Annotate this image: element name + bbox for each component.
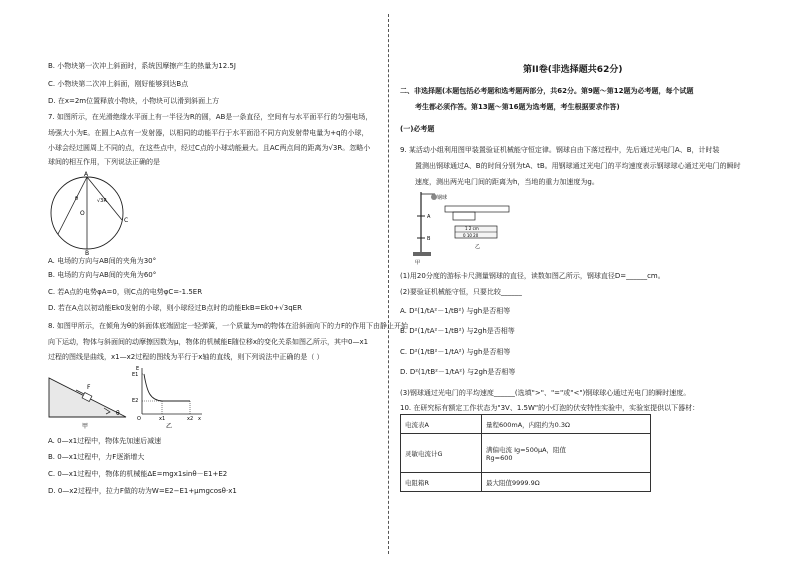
part2-intro-1: 二、非选择题(本题包括必考题和选考题两部分，共62分。第9题～第12题为必考题，每个试题 <box>400 87 694 95</box>
table-row <box>401 434 651 473</box>
q8-stem-3: 过程的图线是曲线，x1—x2过程的图线为平行于x轴的直线，则下列说法中正确的是（ ） <box>48 353 324 361</box>
q9-label-b: B <box>427 236 431 242</box>
q7-option-a: A. 电场的方向与AB间的夹角为30° <box>48 257 157 265</box>
q8-label-o: O <box>137 416 141 422</box>
q8-energy-graph <box>132 364 204 430</box>
q9-scale-top: 1 2 cm <box>465 226 479 231</box>
section-title: 第II卷(非选择题共62分) <box>523 65 623 75</box>
q8-option-c: C. 0—x1过程中，物体的机械能ΔE=mgx1sinθ－E1+E2 <box>48 470 228 478</box>
table-cell: 满偏电流 Ig=500μA，阻值 Rg=600 <box>482 434 651 473</box>
q8-label-x2: x2 <box>187 416 194 422</box>
q7-stem-3: 小球会经过圆周上不同的点，在这些点中，经过C点的小球动能最大。且AC两点间的距离为√3R。忽略小 <box>48 144 371 152</box>
q8-label-e2: E2 <box>132 398 139 404</box>
q8-option-a: A. 0—x1过程中，物体先加速后减速 <box>48 437 162 445</box>
q7-stem-4: 球间的相互作用，下列说法正确的是 <box>48 158 160 166</box>
table-cell: 最大阻值9999.9Ω <box>482 473 651 492</box>
equipment-table <box>400 414 651 492</box>
q8-label-x: x <box>198 416 201 422</box>
q9-label-a: A <box>427 214 431 220</box>
q8-label-e: E <box>136 366 140 372</box>
q7-option-d: D. 若在A点以初动能Ek0发射的小球，则小球经过B点时的动能EkB=Ek0+√3qER <box>48 304 302 312</box>
q8-caption-jia: 甲 <box>82 423 89 430</box>
q6-option-d: D. 在x=2m位置释放小物块，小物块可以滑到斜面上方 <box>48 97 220 105</box>
table-row <box>401 415 651 434</box>
table-cell: 量程600mA，内阻约为0.3Ω <box>482 415 651 434</box>
q9-caption-yi: 乙 <box>475 244 481 250</box>
q8-stem-1: 8. 如图甲所示，在倾角为θ的斜面体底端固定一轻弹簧，一个质量为m的物体在沿斜面向下的力F的作用下由静止开始 <box>48 322 409 330</box>
q6-option-b: B. 小物块第一次冲上斜面时，系统因摩擦产生的热量为12.5J <box>48 62 236 70</box>
q8-stem-2: 向下运动，物体与斜面间的动摩擦因数为μ，物体的机械能E随位移x的变化关系如图乙所示，其中0—x1 <box>48 338 369 346</box>
q7-option-c: C. 若A点的电势φA=0，则C点的电势φC=-1.5ER <box>48 288 203 296</box>
table-cell: 电流表A <box>401 415 482 434</box>
q9-sub2: (2)要验证机械能守恒，只要比较______ <box>400 288 522 296</box>
q9-sub3: (3)钢球通过光电门的平均速度______(选填">"、"="或"<")钢球球心通过光电门的瞬时速度。 <box>400 389 691 397</box>
q7-label-b: B <box>85 250 90 257</box>
table-cell: 灵敏电流计G <box>401 434 482 473</box>
q10-stem: 10. 在研究标有额定工作状态为"3V、1.5W"的小灯泡的伏安特性实验中，实验室提供以下器材： <box>400 404 700 412</box>
q8-label-f: F <box>87 384 91 391</box>
q9-label-gangqiu: 钢球 <box>437 195 448 201</box>
q7-label-angle: θ <box>75 196 79 202</box>
q9-option-b: B. D²(1/tA²－1/tB²) 与2gh是否相等 <box>400 327 515 335</box>
q9-option-d: D. D²(1/tB²－1/tA²) 与2gh是否相等 <box>400 368 516 376</box>
q7-label-a: A <box>84 171 89 178</box>
q8-label-x1: x1 <box>159 416 166 422</box>
q9-option-a: A. D²(1/tA²－1/tB²) 与gh是否相等 <box>400 307 511 315</box>
q7-stem-1: 7. 如图所示，在光滑绝缘水平面上有一半径为R的圆，AB是一条直径，空间有与水平面平行的匀强电场， <box>48 113 373 121</box>
q8-option-d: D. 0—x2过程中，拉力F做的功为W=E2−E1+μmgcosθ·x1 <box>48 487 237 495</box>
q8-incline-figure <box>46 372 132 430</box>
table-cell: 电阻箱R <box>401 473 482 492</box>
q9-stem-3: 速度，测出两光电门间的距离为h，当地的重力加速度为g。 <box>415 178 599 186</box>
q7-label-dist: √3R <box>97 198 107 204</box>
q7-option-b: B. 电场的方向与AB间的夹角为60° <box>48 271 157 279</box>
q9-stem-2: 置测出钢球通过A、B的时间分别为tA、tB。用钢球通过光电门的平均速度表示钢球球心通过光电门的瞬时 <box>415 162 741 170</box>
column-divider <box>388 14 389 554</box>
q9-caption-jia: 甲 <box>415 260 421 266</box>
required-heading: (一)必考题 <box>400 125 435 133</box>
q9-apparatus-figure <box>405 186 525 266</box>
q9-sub1: (1)用20分度的游标卡尺测量钢球的直径，读数如图乙所示，钢球直径D=______cm。 <box>400 272 665 280</box>
q9-option-c: C. D²(1/tB²－1/tA²) 与gh是否相等 <box>400 348 511 356</box>
q8-caption-yi: 乙 <box>166 423 173 430</box>
q8-label-e1: E1 <box>132 372 139 378</box>
q9-scale-bottom: 0 10 20 <box>463 233 479 238</box>
table-row <box>401 473 651 492</box>
q7-label-c: C <box>124 217 129 224</box>
q7-stem-2: 场强大小为E。在圆上A点有一发射器，以相同的动能平行于水平面沿不同方向发射带电量为+q的小球， <box>48 129 369 137</box>
q8-label-theta: θ <box>116 410 120 417</box>
q7-circle-figure <box>40 170 140 257</box>
q7-label-o: O <box>80 210 85 217</box>
q8-option-b: B. 0—x1过程中，力F逐渐增大 <box>48 453 145 461</box>
part2-intro-2: 考生都必须作答。第13题～第16题为选考题，考生根据要求作答) <box>415 103 620 111</box>
q6-option-c: C. 小物块第二次冲上斜面，刚好能够到达B点 <box>48 80 189 88</box>
q9-stem-1: 9. 某活动小组利用图甲装置验证机械能守恒定律。钢球自由下落过程中，先后通过光电门A、B，计时装 <box>400 146 720 154</box>
